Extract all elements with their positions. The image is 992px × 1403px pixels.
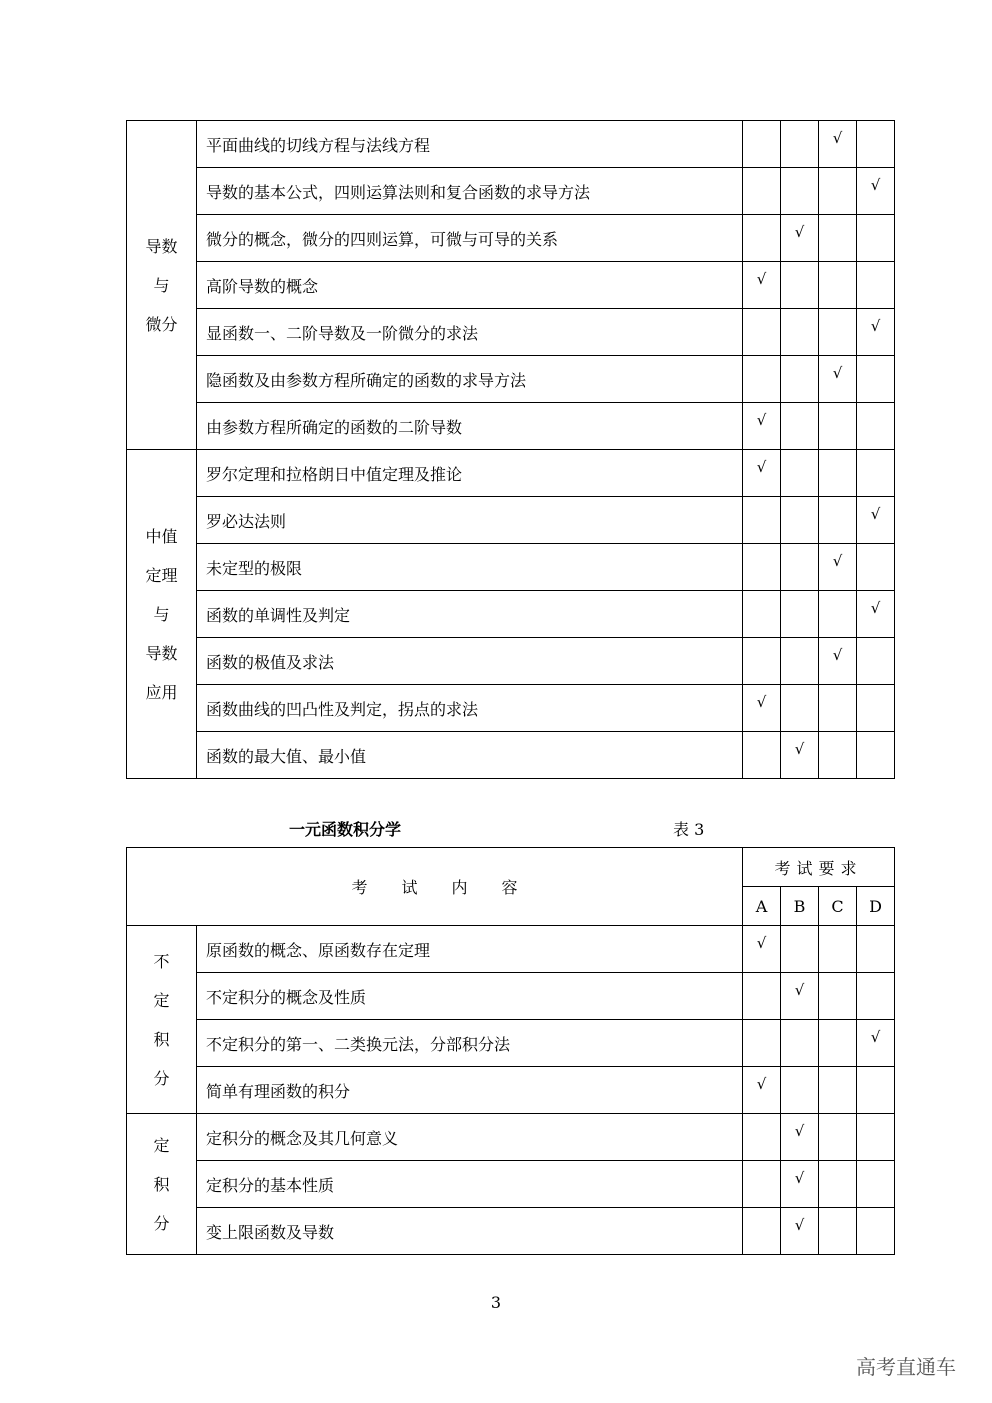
level-d-cell (857, 732, 895, 779)
level-d-cell (857, 1067, 895, 1114)
table-body (127, 121, 895, 779)
table-row (127, 497, 895, 544)
level-c-cell: √ (819, 638, 857, 685)
level-d-cell (857, 685, 895, 732)
level-b-cell (781, 1020, 819, 1067)
level-d-cell: √ (857, 168, 895, 215)
level-b-cell: √ (781, 1208, 819, 1255)
level-d-cell (857, 356, 895, 403)
table-row (127, 544, 895, 591)
level-c-cell (819, 309, 857, 356)
level-c-cell (819, 1114, 857, 1161)
level-b-cell (781, 450, 819, 497)
table-row (127, 685, 895, 732)
level-b-cell (781, 926, 819, 973)
topic-cell: 函数的极值及求法 (197, 638, 743, 685)
table-row (127, 262, 895, 309)
topic-cell: 高阶导数的概念 (197, 262, 743, 309)
level-d-cell: √ (857, 591, 895, 638)
level-c-cell (819, 262, 857, 309)
level-a-cell (743, 732, 781, 779)
derivative-table (126, 120, 895, 779)
level-a-cell (743, 497, 781, 544)
level-a-cell (743, 1114, 781, 1161)
level-c-cell: √ (819, 356, 857, 403)
level-a-cell: √ (743, 262, 781, 309)
topic-cell: 函数的最大值、最小值 (197, 732, 743, 779)
table-row (127, 1020, 895, 1067)
header-level-d: D (857, 887, 895, 926)
category-label: 定 (153, 1135, 170, 1155)
topic-cell: 导数的基本公式，四则运算法则和复合函数的求导方法 (197, 168, 743, 215)
topic-cell: 平面曲线的切线方程与法线方程 (197, 121, 743, 168)
level-c-cell (819, 168, 857, 215)
topic-cell: 罗必达法则 (197, 497, 743, 544)
level-b-cell (781, 638, 819, 685)
table-row (127, 168, 895, 215)
topic-cell: 定积分的概念及其几何意义 (197, 1114, 743, 1161)
category-label: 与 (153, 275, 170, 295)
table-row (127, 926, 895, 973)
table-caption-number: 表 3 (673, 820, 705, 839)
category-label: 积 (153, 1029, 170, 1049)
level-b-cell (781, 544, 819, 591)
level-c-cell (819, 403, 857, 450)
level-d-cell (857, 926, 895, 973)
level-a-cell (743, 121, 781, 168)
topic-cell: 不定积分的第一、二类换元法，分部积分法 (197, 1020, 743, 1067)
category-label: 积 (153, 1174, 170, 1194)
level-a-cell (743, 168, 781, 215)
level-c-cell (819, 591, 857, 638)
topic-cell: 变上限函数及导数 (197, 1208, 743, 1255)
topic-cell: 罗尔定理和拉格朗日中值定理及推论 (197, 450, 743, 497)
level-d-cell (857, 1114, 895, 1161)
topic-cell: 简单有理函数的积分 (197, 1067, 743, 1114)
level-a-cell (743, 544, 781, 591)
table-row (127, 1067, 895, 1114)
category-cell (127, 926, 197, 1114)
table-row (127, 403, 895, 450)
level-b-cell (781, 309, 819, 356)
category-label: 导数 (145, 643, 178, 663)
level-c-cell (819, 215, 857, 262)
level-d-cell (857, 215, 895, 262)
header-requirement-label: 考试要求 (743, 848, 895, 887)
level-d-cell (857, 973, 895, 1020)
level-d-cell (857, 638, 895, 685)
level-b-cell (781, 1067, 819, 1114)
header-content-label: 考试内容 (127, 848, 743, 926)
topic-cell: 定积分的基本性质 (197, 1161, 743, 1208)
topic-cell: 隐函数及由参数方程所确定的函数的求导方法 (197, 356, 743, 403)
table-row (127, 450, 895, 497)
category-label: 微分 (145, 314, 178, 334)
level-a-cell (743, 591, 781, 638)
header-row (127, 848, 895, 887)
level-c-cell: √ (819, 544, 857, 591)
level-c-cell (819, 1020, 857, 1067)
topic-cell: 未定型的极限 (197, 544, 743, 591)
level-a-cell: √ (743, 403, 781, 450)
table-row (127, 1161, 895, 1208)
level-d-cell: √ (857, 497, 895, 544)
level-c-cell (819, 1067, 857, 1114)
level-b-cell: √ (781, 1114, 819, 1161)
topic-cell: 原函数的概念、原函数存在定理 (197, 926, 743, 973)
topic-cell: 函数曲线的凹凸性及判定，拐点的求法 (197, 685, 743, 732)
level-a-cell (743, 215, 781, 262)
level-c-cell (819, 973, 857, 1020)
table-row (127, 309, 895, 356)
category-label: 中值 (145, 526, 178, 546)
table-body (127, 926, 895, 1255)
level-b-cell (781, 168, 819, 215)
level-b-cell (781, 497, 819, 544)
level-c-cell (819, 1161, 857, 1208)
category-label: 分 (153, 1068, 170, 1088)
level-b-cell: √ (781, 732, 819, 779)
level-a-cell (743, 1020, 781, 1067)
level-b-cell (781, 356, 819, 403)
level-b-cell (781, 685, 819, 732)
level-a-cell (743, 638, 781, 685)
level-b-cell (781, 262, 819, 309)
level-d-cell (857, 450, 895, 497)
integral-table (126, 847, 895, 1255)
category-label: 分 (153, 1213, 170, 1233)
level-a-cell: √ (743, 1067, 781, 1114)
category-label: 定 (153, 990, 170, 1010)
table-row (127, 1114, 895, 1161)
level-a-cell (743, 356, 781, 403)
topic-cell: 不定积分的概念及性质 (197, 973, 743, 1020)
level-b-cell (781, 591, 819, 638)
category-cell (127, 450, 197, 779)
table-header (127, 848, 895, 926)
header-level-b: B (781, 887, 819, 926)
level-a-cell (743, 1208, 781, 1255)
table-row (127, 638, 895, 685)
level-c-cell (819, 1208, 857, 1255)
level-c-cell: √ (819, 121, 857, 168)
table-row (127, 973, 895, 1020)
level-a-cell (743, 309, 781, 356)
topic-cell: 微分的概念，微分的四则运算，可微与可导的关系 (197, 215, 743, 262)
page-number: 3 (490, 1293, 502, 1312)
category-label: 不 (153, 951, 170, 971)
level-d-cell (857, 1208, 895, 1255)
table-row (127, 732, 895, 779)
table-row (127, 591, 895, 638)
header-level-c: C (819, 887, 857, 926)
table-row (127, 215, 895, 262)
level-c-cell (819, 685, 857, 732)
level-b-cell: √ (781, 973, 819, 1020)
table-row (127, 1208, 895, 1255)
topic-cell: 显函数一、二阶导数及一阶微分的求法 (197, 309, 743, 356)
table-row (127, 356, 895, 403)
level-a-cell: √ (743, 685, 781, 732)
watermark: 高考直通车 (856, 1355, 956, 1379)
level-b-cell: √ (781, 215, 819, 262)
table-caption-title: 一元函数积分学 (289, 820, 402, 839)
table-row (127, 121, 895, 168)
level-a-cell: √ (743, 926, 781, 973)
header-level-a: A (743, 887, 781, 926)
level-d-cell (857, 121, 895, 168)
level-d-cell (857, 403, 895, 450)
level-d-cell: √ (857, 309, 895, 356)
level-c-cell (819, 732, 857, 779)
category-label: 与 (153, 604, 170, 624)
level-b-cell (781, 121, 819, 168)
level-c-cell (819, 497, 857, 544)
level-b-cell: √ (781, 1161, 819, 1208)
level-c-cell (819, 450, 857, 497)
category-label: 应用 (145, 682, 178, 702)
level-a-cell: √ (743, 450, 781, 497)
category-label: 导数 (145, 236, 178, 256)
level-d-cell (857, 262, 895, 309)
level-b-cell (781, 403, 819, 450)
category-label: 定理 (145, 565, 178, 585)
category-cell (127, 1114, 197, 1255)
category-cell (127, 121, 197, 450)
level-a-cell (743, 1161, 781, 1208)
topic-cell: 函数的单调性及判定 (197, 591, 743, 638)
level-d-cell (857, 544, 895, 591)
level-d-cell: √ (857, 1020, 895, 1067)
level-a-cell (743, 973, 781, 1020)
level-d-cell (857, 1161, 895, 1208)
topic-cell: 由参数方程所确定的函数的二阶导数 (197, 403, 743, 450)
level-c-cell (819, 926, 857, 973)
